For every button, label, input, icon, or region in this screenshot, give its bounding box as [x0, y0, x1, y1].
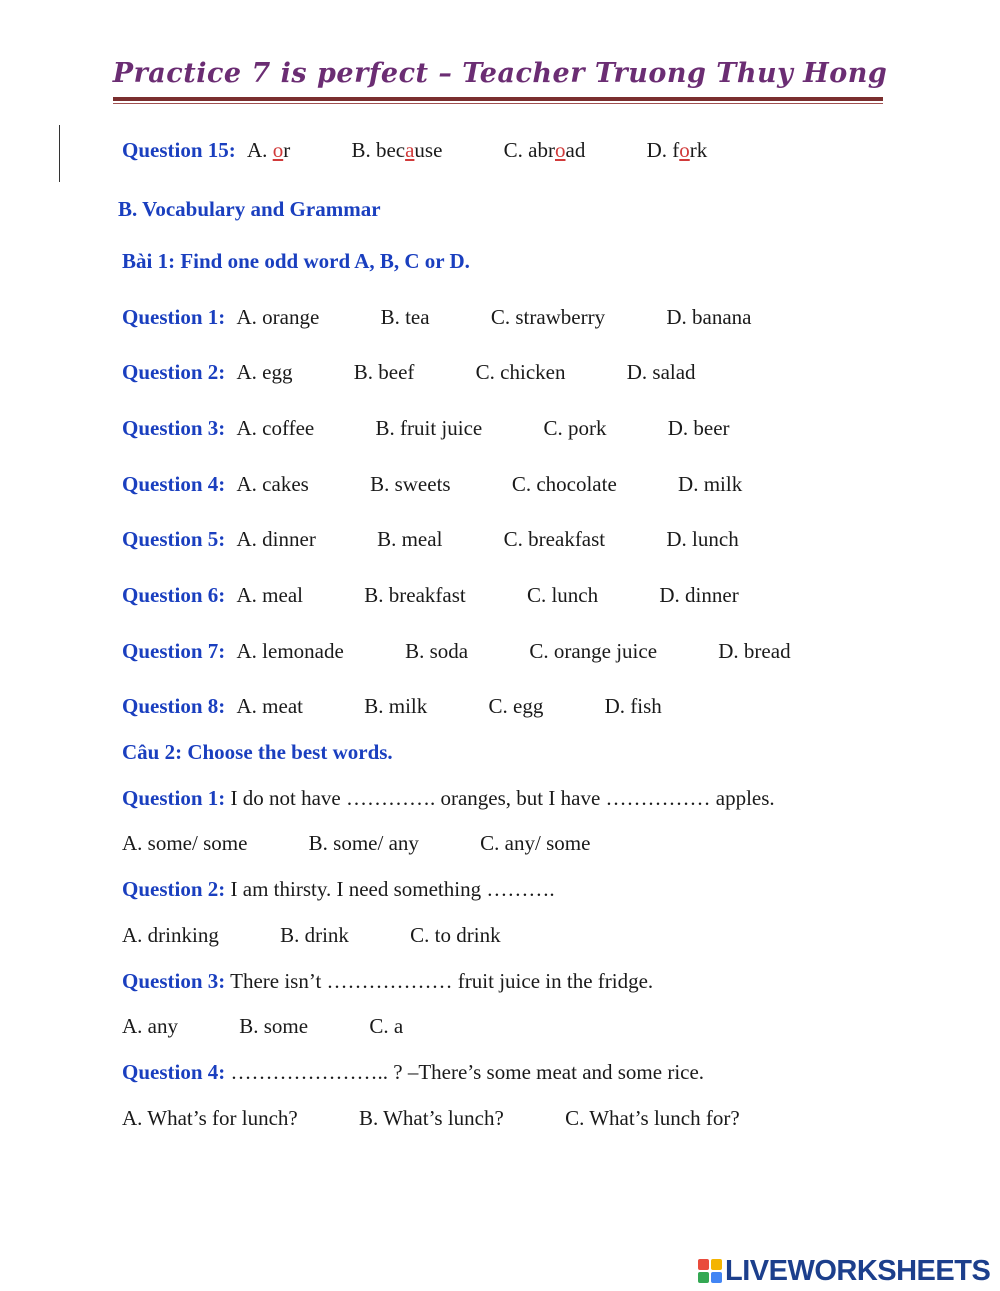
- cau2-heading: Câu 2: Choose the best words.: [122, 740, 393, 764]
- option-d[interactable]: D. fork: [646, 138, 708, 162]
- question-label: Question 3:: [122, 969, 226, 993]
- option-d[interactable]: D. salad: [626, 360, 696, 384]
- option-b[interactable]: B. some: [239, 1014, 309, 1038]
- option-b[interactable]: B. some/ any: [308, 831, 419, 855]
- question-label: Question 4:: [122, 1060, 226, 1084]
- option-d[interactable]: D. dinner: [659, 583, 739, 607]
- option-a[interactable]: A. or: [247, 138, 291, 162]
- bai1-question-4: [122, 471, 742, 497]
- option-b[interactable]: B. drink: [280, 923, 349, 947]
- option-b[interactable]: B. meal: [377, 527, 443, 551]
- option-a[interactable]: A. What’s for lunch?: [122, 1106, 298, 1130]
- liveworksheets-logo[interactable]: [698, 1256, 990, 1286]
- question-label: Question 6:: [122, 583, 226, 607]
- question-label: Question 3:: [122, 416, 226, 440]
- option-c[interactable]: C. egg: [488, 694, 544, 718]
- question-label: Question 4:: [122, 472, 226, 496]
- cau2-question-2-options: [122, 922, 501, 948]
- option-c[interactable]: C. orange juice: [529, 639, 658, 663]
- cau2-question-2: [122, 876, 555, 902]
- option-a[interactable]: A. any: [122, 1014, 178, 1038]
- cau2-question-3: [122, 968, 653, 994]
- question-label: Question 8:: [122, 694, 226, 718]
- margin-mark: [59, 125, 60, 182]
- bai1-question-8: [122, 693, 662, 719]
- option-b[interactable]: B. milk: [364, 694, 428, 718]
- question-label: Question 2:: [122, 360, 226, 384]
- question-label: Question 5:: [122, 527, 226, 551]
- option-c[interactable]: C. lunch: [526, 583, 599, 607]
- worksheet-title: Practice 7 is perfect – Teacher Truong Thuy Hong: [112, 58, 888, 89]
- option-c[interactable]: C. chicken: [475, 360, 566, 384]
- bai1-question-1: [122, 304, 752, 330]
- option-a[interactable]: A. cakes: [236, 472, 309, 496]
- option-c[interactable]: C. pork: [543, 416, 607, 440]
- cau2-question-4: [122, 1059, 704, 1085]
- cau2-question-4-options: [122, 1105, 740, 1131]
- bai1-heading: Bài 1: Find one odd word A, B, C or D.: [122, 249, 470, 273]
- option-b[interactable]: B. because: [351, 138, 443, 162]
- bai1-question-2: [122, 359, 696, 385]
- logo-blocks-icon: [698, 1259, 722, 1283]
- option-c[interactable]: C. chocolate: [511, 472, 617, 496]
- option-a[interactable]: A. meat: [236, 694, 303, 718]
- option-b[interactable]: B. soda: [405, 639, 469, 663]
- section-b-heading: B. Vocabulary and Grammar: [118, 197, 381, 221]
- cau2-question-1: [122, 785, 775, 811]
- option-b[interactable]: B. sweets: [370, 472, 451, 496]
- option-c[interactable]: C. What’s lunch for?: [565, 1106, 740, 1130]
- option-b[interactable]: B. fruit juice: [375, 416, 483, 440]
- cau2-question-1-options: [122, 830, 590, 856]
- option-c[interactable]: C. breakfast: [503, 527, 606, 551]
- option-b[interactable]: B. tea: [380, 305, 430, 329]
- bai1-question-6: [122, 582, 739, 608]
- bai1-question-5: [122, 526, 739, 552]
- question-label: Question 15:: [122, 138, 236, 162]
- option-b[interactable]: B. breakfast: [364, 583, 466, 607]
- option-a[interactable]: A. drinking: [122, 923, 219, 947]
- cau2-question-3-options: [122, 1013, 403, 1039]
- option-d[interactable]: D. fish: [604, 694, 662, 718]
- question-label: Question 2:: [122, 877, 226, 901]
- question-15: [122, 137, 707, 163]
- option-d[interactable]: D. beer: [667, 416, 730, 440]
- question-text: I am thirsty. I need something ……….: [225, 877, 555, 901]
- logo-text: LIVEWORKSHEETS: [725, 1254, 991, 1287]
- header-divider-thin: [113, 103, 883, 104]
- question-text: I do not have …………. oranges, but I have …………… apples.: [225, 786, 775, 810]
- option-a[interactable]: A. orange: [236, 305, 320, 329]
- option-c[interactable]: C. to drink: [410, 923, 501, 947]
- option-c[interactable]: C. a: [369, 1014, 404, 1038]
- option-a[interactable]: A. coffee: [236, 416, 315, 440]
- header-divider: [113, 97, 883, 101]
- option-c[interactable]: C. strawberry: [490, 305, 606, 329]
- option-a[interactable]: A. egg: [236, 360, 293, 384]
- option-c[interactable]: C. abroad: [503, 138, 586, 162]
- option-d[interactable]: D. banana: [666, 305, 752, 329]
- bai1-question-3: [122, 415, 730, 441]
- option-a[interactable]: A. dinner: [236, 527, 316, 551]
- question-text: ………………….. ? –There’s some meat and some rice.: [225, 1060, 705, 1084]
- option-a[interactable]: A. meal: [236, 583, 303, 607]
- question-label: Question 1:: [122, 786, 226, 810]
- option-d[interactable]: D. milk: [678, 472, 743, 496]
- option-b[interactable]: B. beef: [353, 360, 415, 384]
- question-label: Question 7:: [122, 639, 226, 663]
- question-label: Question 1:: [122, 305, 226, 329]
- bai1-question-7: [122, 638, 791, 664]
- question-text: There isn’t ……………… fruit juice in the fridge.: [225, 969, 654, 993]
- option-a[interactable]: A. lemonade: [236, 639, 344, 663]
- option-d[interactable]: D. lunch: [666, 527, 739, 551]
- option-a[interactable]: A. some/ some: [122, 831, 248, 855]
- option-d[interactable]: D. bread: [718, 639, 791, 663]
- option-c[interactable]: C. any/ some: [480, 831, 591, 855]
- option-b[interactable]: B. What’s lunch?: [358, 1106, 504, 1130]
